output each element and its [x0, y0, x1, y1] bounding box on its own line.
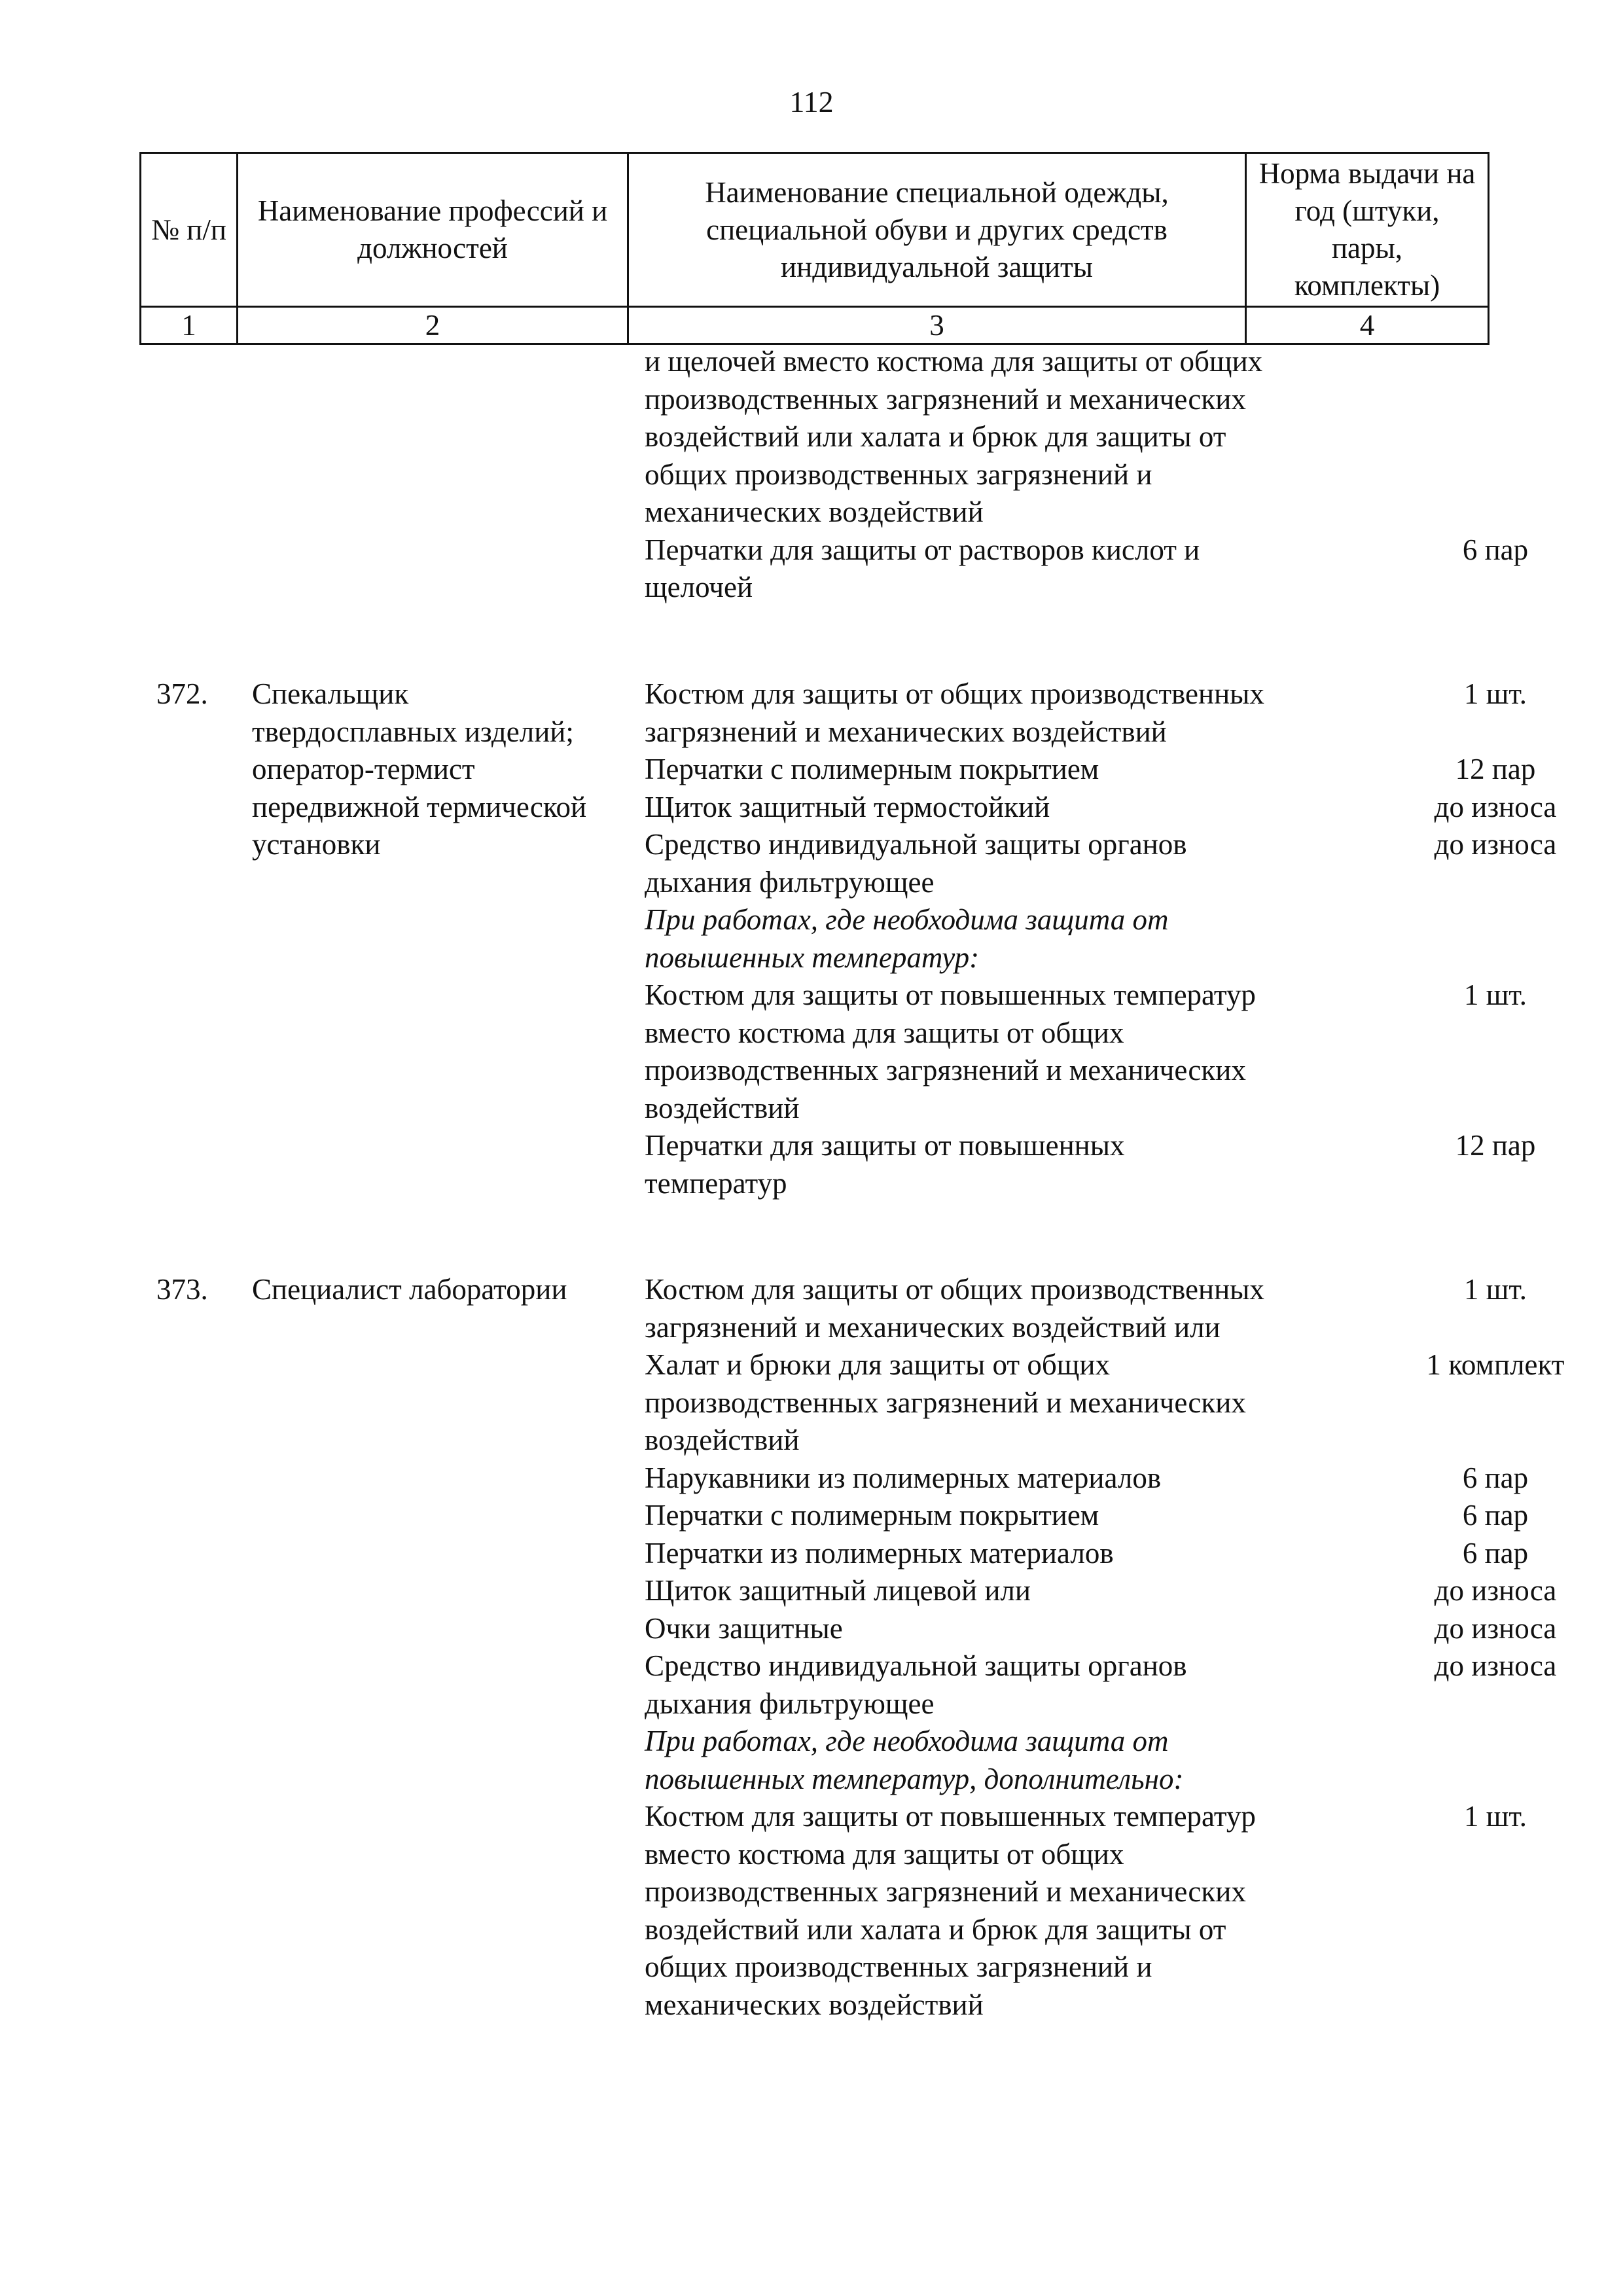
item-text: Костюм для защиты от общих производственных загрязнений и механических воздействий	[645, 677, 1264, 748]
list-item	[645, 901, 1404, 977]
item-text: Нарукавники из полимерных материалов	[645, 1461, 1162, 1494]
list-item	[645, 1346, 1565, 1460]
header-index-2: 2	[425, 308, 440, 342]
header-index-4: 4	[1359, 308, 1375, 342]
list-item	[645, 1271, 1527, 1346]
list-item	[645, 1723, 1404, 1798]
entry-number: 372.	[156, 677, 208, 710]
continuation-items	[645, 343, 1529, 607]
item-text: и щелочей вместо костюма для защиты от общих производственных загрязнений и механических воздействий или халата и брюк для защиты от общих производственных загрязнений и механических воздействий	[645, 345, 1263, 528]
header-profession: Наименование профессий и должностей	[257, 194, 608, 264]
item-norm: до износа	[1434, 1611, 1557, 1645]
item-norm: 6 пар	[1462, 1461, 1529, 1494]
item-text: Перчатки из полимерных материалов	[645, 1536, 1114, 1570]
item-norm: до износа	[1434, 790, 1557, 823]
table-header	[139, 152, 1489, 345]
item-text: Перчатки для защиты от повышенных температур	[645, 1129, 1125, 1200]
item-text: Щиток защитный лицевой или	[645, 1574, 1031, 1607]
item-norm: 6 пар	[1462, 1499, 1529, 1532]
header-norm: Норма выдачи на год (штуки, пары, комплекты)	[1258, 157, 1476, 302]
page-number: 112	[789, 85, 834, 118]
item-text: Костюм для защиты от общих производственных загрязнений и механических воздействий или	[645, 1273, 1264, 1344]
item-norm: 1 комплект	[1426, 1348, 1565, 1381]
list-item	[645, 977, 1527, 1127]
item-text: Перчатки для защиты от растворов кислот и щелочей	[645, 533, 1200, 603]
list-item	[645, 1610, 1557, 1648]
item-text: Щиток защитный термостойкий	[645, 790, 1050, 823]
list-item	[645, 1572, 1557, 1610]
item-norm: до износа	[1434, 1574, 1557, 1607]
item-text: Средство индивидуальной защиты органов дыхания фильтрующее	[645, 1649, 1187, 1720]
item-text: Средство индивидуальной защиты органов дыхания фильтрующее	[645, 828, 1187, 899]
item-text: Очки защитные	[645, 1611, 843, 1645]
item-norm: 12 пар	[1455, 753, 1536, 785]
header-index-1: 1	[181, 308, 196, 342]
header-index-3: 3	[929, 308, 944, 342]
item-norm: 6 пар	[1462, 533, 1529, 566]
list-item	[645, 1647, 1557, 1723]
list-item	[645, 1460, 1529, 1498]
entry-number: 373.	[156, 1273, 208, 1306]
item-norm: до износа	[1434, 828, 1557, 861]
list-item	[645, 789, 1557, 827]
item-norm: 12 пар	[1455, 1129, 1536, 1162]
item-text: Перчатки с полимерным покрытием	[645, 753, 1099, 785]
item-text: Халат и брюки для защиты от общих производственных загрязнений и механических воздействий	[645, 1348, 1246, 1456]
item-norm: 1 шт.	[1464, 978, 1527, 1011]
list-item	[645, 1535, 1529, 1573]
list-item	[645, 751, 1536, 789]
list-item	[645, 1798, 1527, 2024]
item-text: Костюм для защиты от повышенных температур вместо костюма для защиты от общих производственных загрязнений и механических воздействий	[645, 978, 1256, 1124]
header-number: № п/п	[151, 213, 226, 246]
condition-note: При работах, где необходима защита от повышенных температур:	[645, 903, 1169, 974]
entry-profession: Спекальщик твердосплавных изделий; оператор-термист передвижной термической установки	[252, 677, 587, 861]
item-norm: 1 шт.	[1464, 1800, 1527, 1833]
entry-profession: Специалист лаборатории	[252, 1273, 567, 1306]
list-item	[645, 1127, 1536, 1202]
list-item	[645, 343, 1404, 531]
entry-items	[645, 675, 1557, 1202]
item-norm: 6 пар	[1462, 1536, 1529, 1570]
item-norm: 1 шт.	[1464, 1273, 1527, 1306]
list-item	[645, 1497, 1529, 1535]
item-text: Перчатки с полимерным покрытием	[645, 1499, 1099, 1532]
list-item	[645, 826, 1557, 901]
item-text: Костюм для защиты от повышенных температур вместо костюма для защиты от общих производственных загрязнений и механических воздействий или халата и брюк для защиты от общих производственных загрязнений и механических воздействий	[645, 1800, 1256, 2021]
item-norm: до износа	[1434, 1649, 1557, 1682]
condition-note: При работах, где необходима защита от повышенных температур, дополнительно:	[645, 1725, 1184, 1795]
entry-items	[645, 1271, 1565, 2024]
list-item	[645, 675, 1527, 751]
list-item	[645, 531, 1529, 607]
item-norm: 1 шт.	[1464, 677, 1527, 710]
header-items: Наименование специальной одежды, специальной обуви и других средств индивидуальной защиты	[705, 175, 1169, 283]
